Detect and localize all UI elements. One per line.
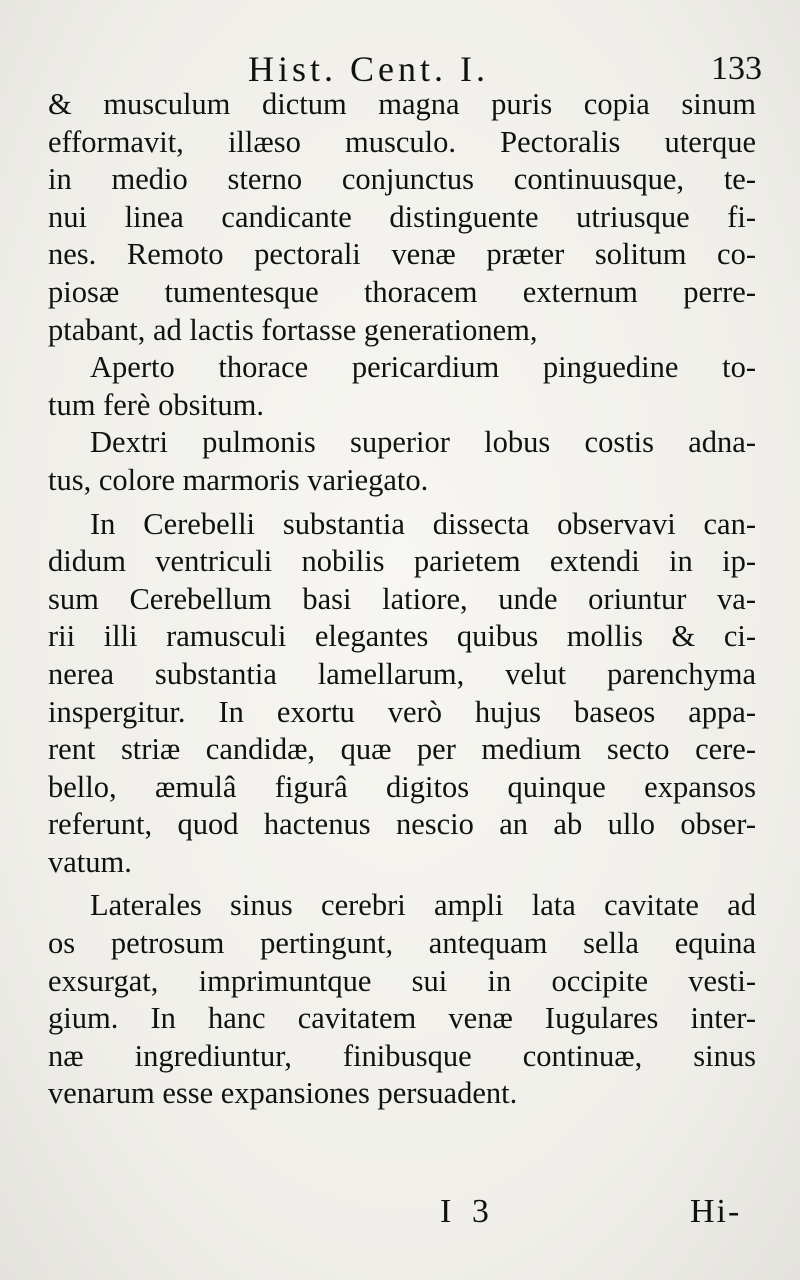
text-line: Dextri pulmonis superior lobus costis adna-	[90, 425, 756, 460]
text-line: nui linea candicante distinguente utriusque fi-	[48, 199, 756, 234]
text-line: tum ferè obsitum.	[48, 387, 265, 422]
text-line: nes. Remoto pectorali venæ præter solitum co-	[48, 237, 756, 272]
text-line: in medio sterno conjunctus continuusque, te-	[48, 162, 756, 197]
text-line: vatum.	[48, 844, 132, 879]
text-line: sum Cerebellum basi latiore, unde oriuntur va-	[48, 581, 756, 616]
text-line: & musculum dictum magna puris copia sinum	[48, 87, 756, 121]
text-line: ptabant, ad lactis fortasse generationem,	[48, 312, 538, 347]
paragraph	[48, 424, 756, 499]
paragraph	[48, 349, 756, 424]
text-line: referunt, quod hactenus nescio an ab ullo obser-	[48, 807, 756, 842]
text-line: Laterales sinus cerebri ampli lata cavitate ad	[90, 888, 756, 923]
body-text	[48, 86, 756, 1113]
text-line: exsurgat, imprimuntque sui in occipite vesti-	[48, 963, 756, 998]
text-line: rent striæ candidæ, quæ per medium secto cere-	[48, 732, 756, 767]
text-line: rii illi ramusculi elegantes quibus mollis & ci-	[48, 619, 756, 654]
text-line: tus, colore marmoris variegato.	[48, 462, 429, 497]
catchword: Hi-	[690, 1193, 742, 1230]
page-footer	[0, 1190, 800, 1234]
paragraph	[48, 506, 756, 882]
signature-mark: I 3	[440, 1193, 495, 1230]
text-line: venarum esse expansiones persuadent.	[48, 1076, 518, 1111]
text-line: In Cerebelli substantia dissecta observavi can-	[90, 506, 756, 541]
text-line: næ ingrediuntur, finibusque continuæ, sinus	[48, 1038, 756, 1073]
paragraph	[48, 86, 756, 349]
text-line: Aperto thorace pericardium pinguedine to-	[90, 350, 756, 385]
text-line: gium. In hanc cavitatem venæ Iugulares inter-	[48, 1001, 756, 1036]
page-number: 133	[711, 50, 762, 87]
paragraph	[48, 887, 756, 1113]
text-line: os petrosum pertingunt, antequam sella equina	[48, 926, 756, 961]
text-line: bello, æmulâ figurâ digitos quinque expansos	[48, 769, 756, 804]
text-line: efformavit, illæso musculo. Pectoralis uterque	[48, 124, 756, 159]
text-line: didum ventriculi nobilis parietem extendi in ip-	[48, 544, 756, 579]
running-title: Hist. Cent. I.	[248, 49, 489, 89]
text-line: nerea substantia lamellarum, velut parenchyma	[48, 656, 756, 691]
text-line: inspergitur. In exortu verò hujus baseos appa-	[48, 694, 756, 729]
text-line: piosæ tumentesque thoracem externum perre-	[48, 274, 756, 309]
